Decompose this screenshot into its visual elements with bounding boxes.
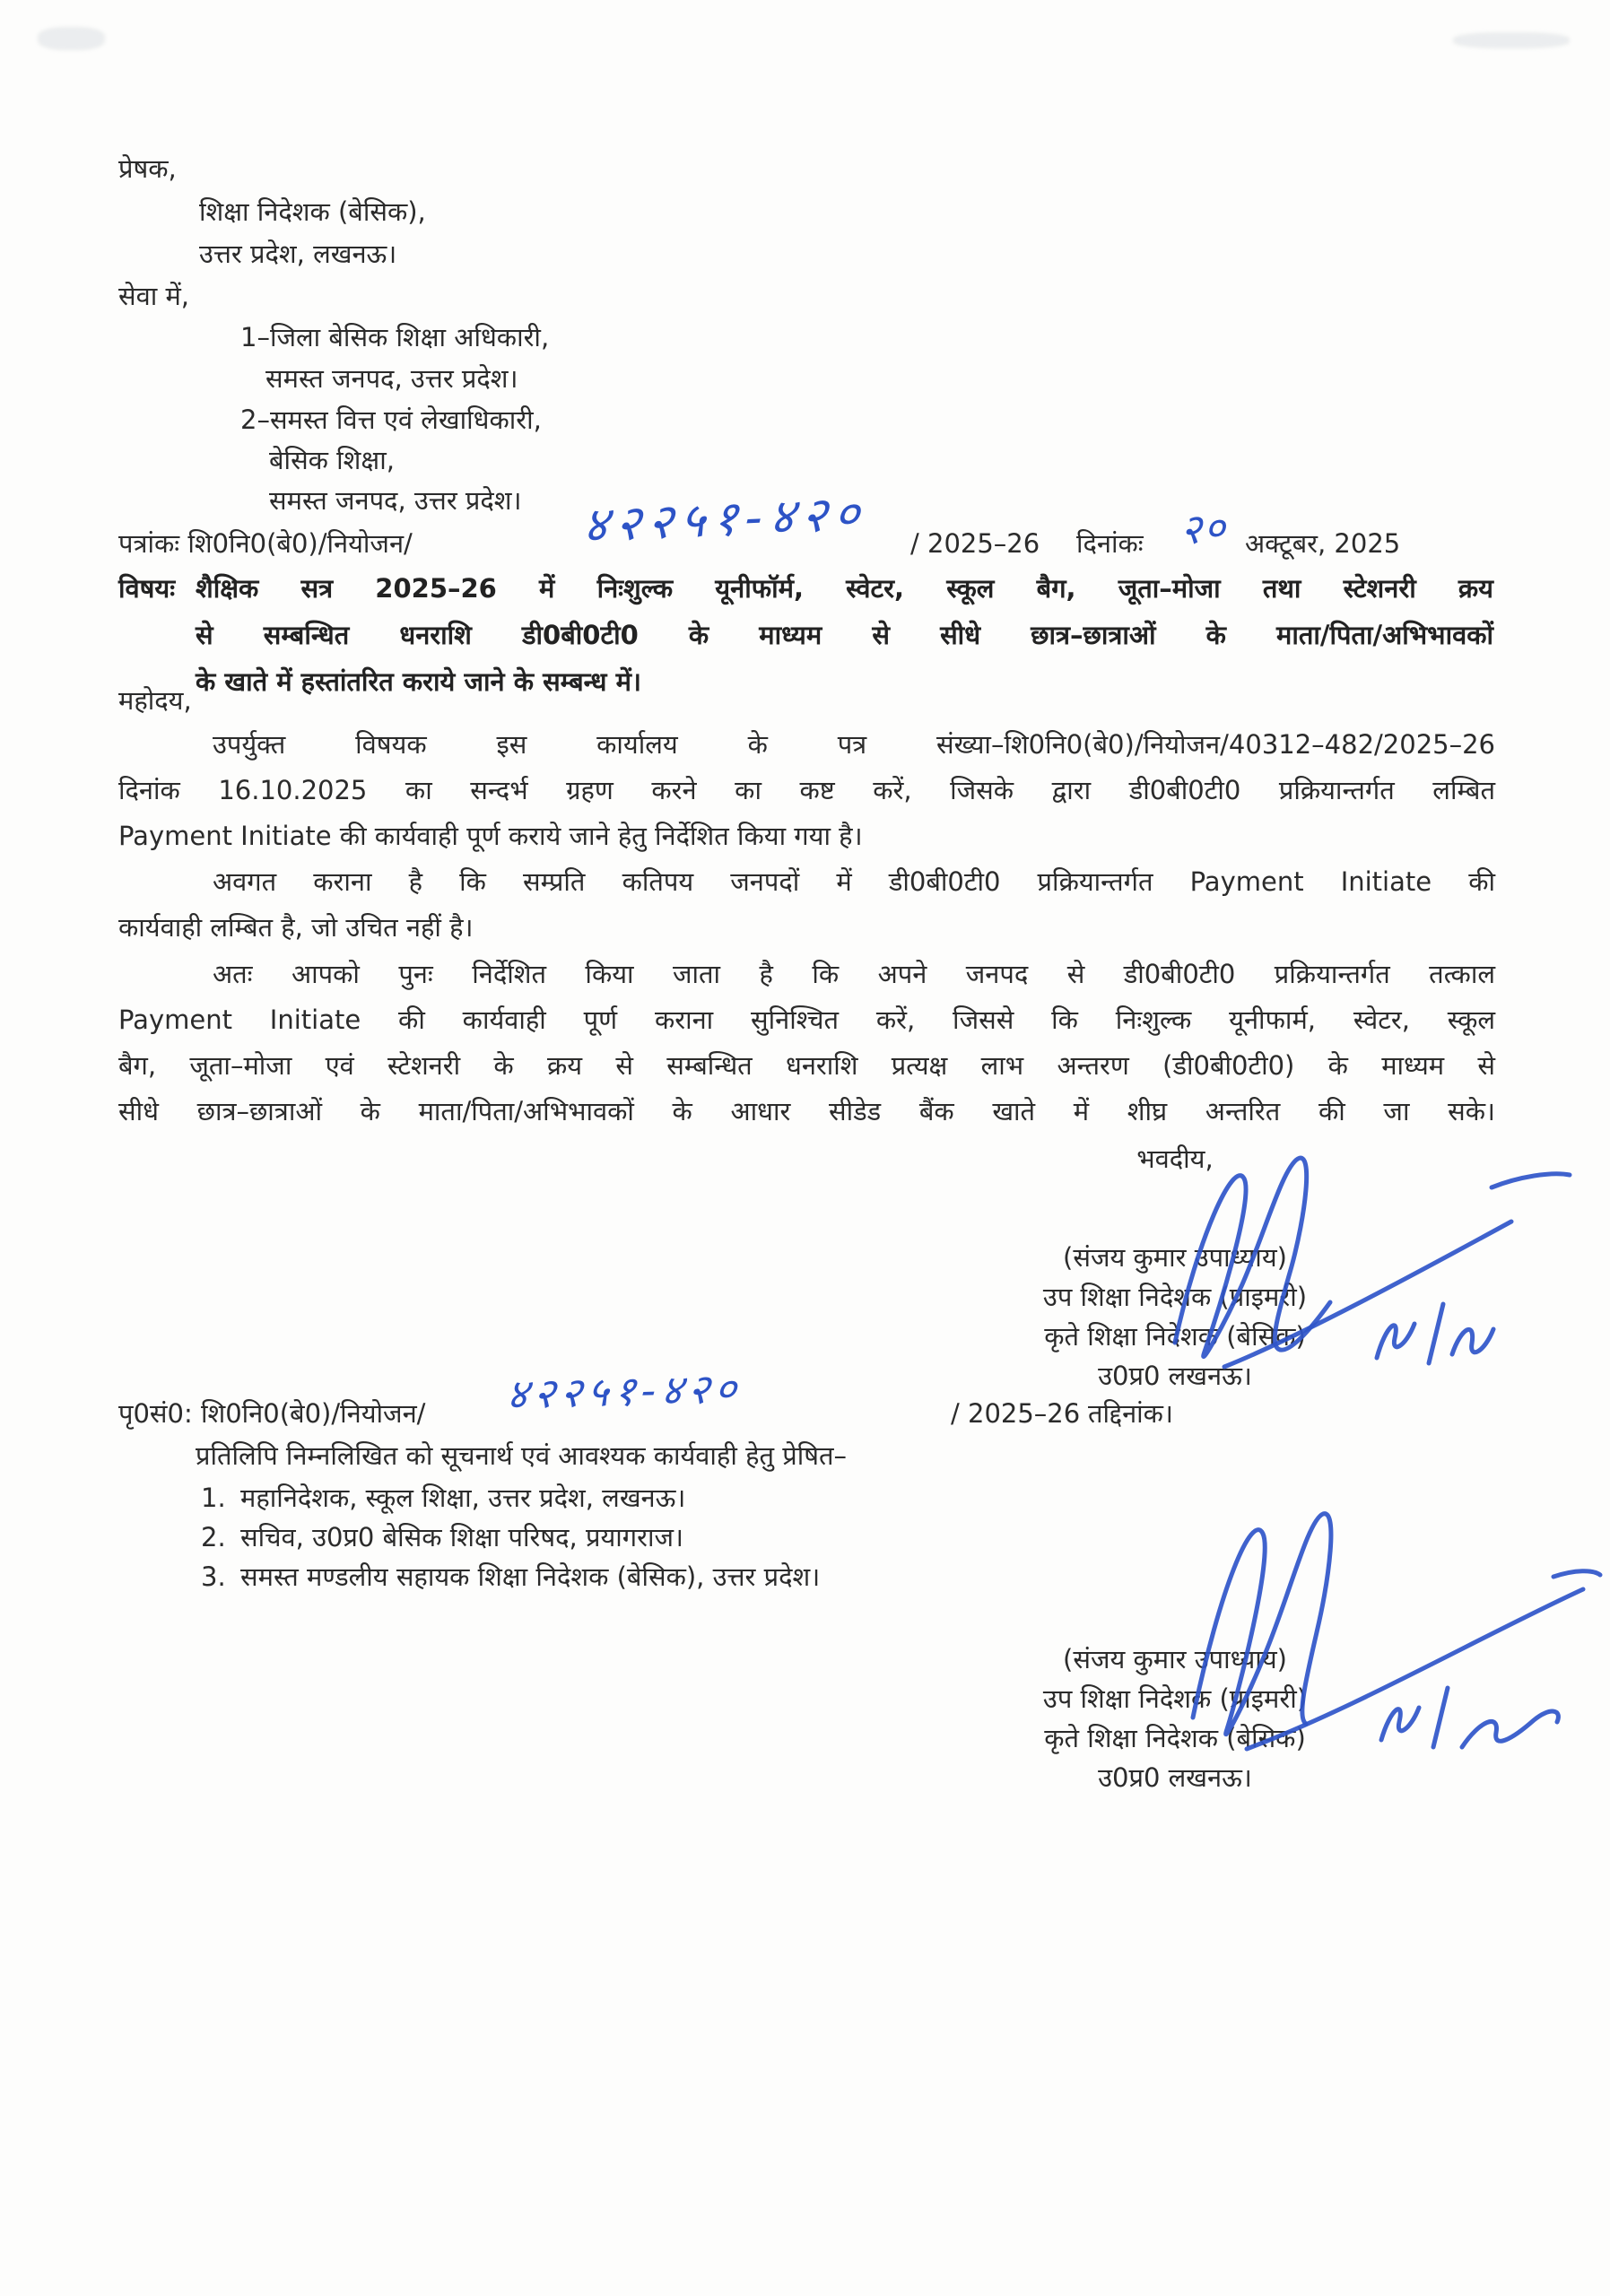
copy-item-text: समस्त मण्डलीय सहायक शिक्षा निदेशक (बेसिक), उत्तर प्रदेश। bbox=[240, 1561, 821, 1592]
para1-line2: दिनांक 16.10.2025 का सन्दर्भ ग्रहण करने का कष्ट करें, जिसके द्वारा डी0बी0टी0 प्रक्रियान्तर्गत लम्बित bbox=[118, 775, 1495, 805]
signatory-designation-1: उप शिक्षा निदेशक (प्राइमरी) bbox=[1042, 1282, 1308, 1312]
endorsement-label: पृ0सं0: शि0नि0(बे0)/नियोजन/ bbox=[118, 1398, 426, 1429]
sender-location: उत्तर प्रदेश, लखनऊ। bbox=[199, 239, 397, 269]
signatory2-name: (संजय कुमार उपाध्याय) bbox=[1063, 1644, 1287, 1674]
recipient-label: सेवा में, bbox=[118, 281, 190, 311]
copy-forward-line: प्रतिलिपि निम्नलिखित को सूचनार्थ एवं आवश्यक कार्यवाही हेतु प्रेषित– bbox=[196, 1440, 848, 1471]
para2-line2: कार्यवाही लम्बित है, जो उचित नहीं है। bbox=[118, 912, 474, 943]
endorsement-date-note: तद्दिनांक। bbox=[1088, 1398, 1173, 1429]
signatory2-designation-1: उप शिक्षा निदेशक (प्राइमरी) bbox=[1042, 1683, 1308, 1714]
handwritten-date-day: २० bbox=[1179, 502, 1229, 554]
signatory2-designation-3: उ0प्र0 लखनऊ। bbox=[1098, 1762, 1252, 1793]
date-label: दिनांकः bbox=[1076, 528, 1144, 559]
handwritten-ref-number: ४२२५१-४२० bbox=[581, 483, 868, 554]
recipient-2-dept: बेसिक शिक्षा, bbox=[269, 445, 395, 475]
date-month-year: अक्टूबर, 2025 bbox=[1245, 528, 1401, 559]
sender-label: प्रेषक, bbox=[118, 153, 177, 184]
salutation: महोदय, bbox=[118, 685, 192, 716]
scan-artifact bbox=[1453, 32, 1570, 48]
subject-line-1: शैक्षिक सत्र 2025–26 में निःशुल्क यूनीफॉर्म, स्वेटर, स्कूल बैग, जूता–मोजा तथा स्टेशनरी क्रय bbox=[196, 573, 1493, 604]
para3-line2: Payment Initiate की कार्यवाही पूर्ण कराना सुनिश्चित करें, जिससे कि निःशुल्क यूनीफार्म, स्वेटर, स्कूल bbox=[118, 1004, 1495, 1035]
signatory-name: (संजय कुमार उपाध्याय) bbox=[1063, 1242, 1287, 1273]
copy-item bbox=[201, 1521, 683, 1553]
closing: भवदीय, bbox=[1136, 1144, 1214, 1174]
signatory2-designation-2: कृते शिक्षा निदेशक (बेसिक) bbox=[1044, 1723, 1306, 1753]
copy-item bbox=[201, 1561, 820, 1593]
letter-number-label: पत्रांकः शि0नि0(बे0)/नियोजन/ bbox=[118, 528, 413, 559]
para3-line1: अतः आपको पुनः निर्देशित किया जाता है कि अपने जनपद से डी0बी0टी0 प्रक्रियान्तर्गत तत्काल bbox=[213, 959, 1495, 989]
subject-label: विषयः bbox=[118, 573, 176, 604]
endorsement-year: / 2025–26 bbox=[951, 1398, 1081, 1429]
copy-item bbox=[201, 1482, 685, 1514]
recipient-2: 2–समस्त वित्त एवं लेखाधिकारी, bbox=[240, 404, 542, 435]
copy-item-number: 1. bbox=[201, 1483, 226, 1513]
subject-line-3: के खाते में हस्तांतरित कराये जाने के सम्बन्ध में। bbox=[196, 666, 641, 697]
para3-line3: बैग, जूता–मोजा एवं स्टेशनरी के क्रय से सम्बन्धित धनराशि प्रत्यक्ष लाभ अन्तरण (डी0बी0टी0) के माध्यम से bbox=[118, 1050, 1495, 1081]
para3-line4: सीधे छात्र–छात्राओं के माता/पिता/अभिभावकों के आधार सीडेड बैंक खाते में शीघ्र अन्तरित की जा सके। bbox=[118, 1096, 1495, 1126]
copy-item-number: 3. bbox=[201, 1561, 226, 1592]
para1-line1: उपर्युक्त विषयक इस कार्यालय के पत्र संख्या–शि0नि0(बे0)/नियोजन/40312–482/2025–26 bbox=[213, 729, 1495, 760]
signatory-designation-2: कृते शिक्षा निदेशक (बेसिक) bbox=[1044, 1321, 1306, 1352]
para1-line3: Payment Initiate की कार्यवाही पूर्ण कराये जाने हेतु निर्देशित किया गया है। bbox=[118, 821, 863, 851]
copy-item-text: सचिव, उ0प्र0 बेसिक शिक्षा परिषद, प्रयागराज। bbox=[240, 1522, 684, 1552]
para2-line1: अवगत कराना है कि सम्प्रति कतिपय जनपदों में डी0बी0टी0 प्रक्रियान्तर्गत Payment Initiate की bbox=[213, 866, 1495, 897]
recipient-1: 1–जिला बेसिक शिक्षा अधिकारी, bbox=[240, 322, 550, 352]
subject-line-2: से सम्बन्धित धनराशि डी0बी0टी0 के माध्यम से सीधे छात्र–छात्राओं के माता/पिता/अभिभावकों bbox=[196, 620, 1493, 650]
recipient-2-location: समस्त जनपद, उत्तर प्रदेश। bbox=[269, 485, 522, 516]
scan-artifact bbox=[38, 27, 105, 50]
sender-designation: शिक्षा निदेशक (बेसिक), bbox=[199, 196, 426, 227]
copy-item-number: 2. bbox=[201, 1522, 226, 1552]
letter-number-year: / 2025–26 bbox=[910, 528, 1040, 559]
copy-item-text: महानिदेशक, स्कूल शिक्षा, उत्तर प्रदेश, लखनऊ। bbox=[240, 1483, 686, 1513]
recipient-1-location: समस्त जनपद, उत्तर प्रदेश। bbox=[265, 363, 518, 394]
handwritten-endorsement-number: ४२२५१-४२० bbox=[504, 1363, 744, 1419]
signatory-designation-3: उ0प्र0 लखनऊ। bbox=[1098, 1361, 1252, 1391]
